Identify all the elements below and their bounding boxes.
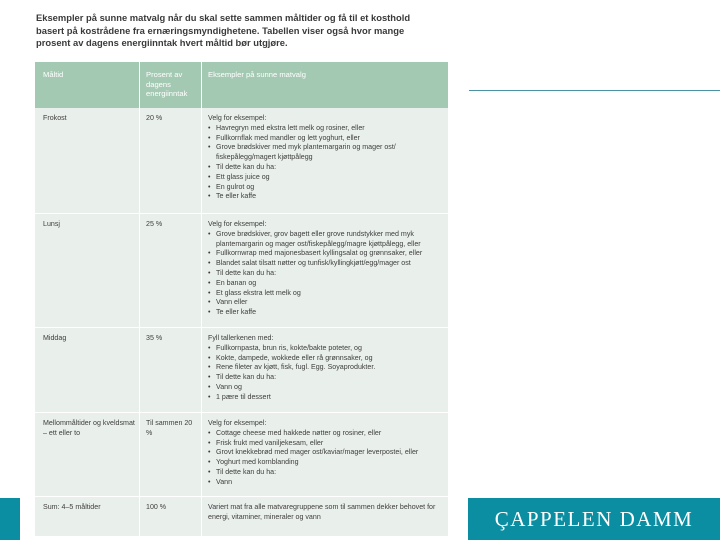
examples-list: [208, 124, 444, 202]
meal-cell: Lunsj: [43, 220, 60, 228]
list-item: • Vann og: [208, 383, 444, 393]
list-item: • Frisk frukt med vaniljekesam, eller: [208, 439, 444, 449]
brand-logo: ÇAPPELEN DAMM: [494, 506, 694, 531]
list-item: • 1 pære til dessert: [208, 393, 444, 403]
list-item: • En banan og: [208, 279, 444, 289]
list-item: • Grove brødskiver med myk plantemargarin og mager ost/ fiskepålegg/magert kjøttpålegg: [208, 143, 444, 163]
header-meal: Måltid: [43, 70, 64, 79]
meal-cell: Middag: [43, 334, 67, 342]
examples-list: [208, 429, 444, 488]
list-item: • Grovt knekkebrød med mager ost/kaviar/mager leverpostei, eller: [208, 448, 444, 458]
examples-intro: Velg for eksempel:: [208, 114, 267, 122]
header-percent: Prosent av dagens energiinntak: [146, 70, 188, 98]
list-item: • Et glass ekstra lett melk og: [208, 289, 444, 299]
examples-cell: Variert mat fra alle matvaregruppene som til sammen dekker behovet for energi, vitaminer, mineraler og vann: [208, 503, 436, 521]
header-examples: Eksempler på sunne matvalg: [208, 70, 306, 79]
percent-cell: 100 %: [146, 503, 167, 511]
meal-cell: Frokost: [43, 114, 67, 122]
table-row: [35, 328, 448, 412]
list-item: • Yoghurt med kornblanding: [208, 458, 444, 468]
list-item: • Kokte, dampede, wokkede eller rå grønnsaker, og: [208, 354, 444, 364]
footer-accent-bar: [0, 498, 20, 540]
list-item: • Til dette kan du ha:: [208, 373, 444, 383]
brand-footer: [468, 498, 720, 540]
examples-list: [208, 344, 444, 403]
table-row: [35, 413, 448, 496]
list-item: • Fullkornwrap med majonesbasert kyllingsalat og grønnsaker, eller: [208, 249, 444, 259]
examples-cell: [208, 114, 444, 202]
examples-intro: Fyll tallerkenen med:: [208, 334, 274, 342]
list-item: • Fullkornpasta, brun ris, kokte/bakte poteter, og: [208, 344, 444, 354]
table-row: [35, 214, 448, 327]
examples-cell: [208, 334, 444, 403]
list-item: • Til dette kan du ha:: [208, 468, 444, 478]
list-item: • Vann: [208, 478, 444, 488]
percent-cell: 25 %: [146, 220, 163, 228]
list-item: • Havregryn med ekstra lett melk og rosiner, eller: [208, 124, 444, 134]
meal-cell: Mellommåltider og kveldsmat – ett eller to: [43, 419, 135, 437]
examples-list: [208, 230, 444, 318]
list-item: • Grove brødskiver, grov bagett eller grove rundstykker med myk plantemargarin og mager ost/fiskepålegg/magre kjøttpålegg, eller: [208, 230, 444, 250]
table-row: [35, 497, 448, 536]
list-item: • Ett glass juice og: [208, 173, 444, 183]
examples-cell: [208, 419, 444, 488]
examples-cell: [208, 220, 444, 318]
meal-table: [35, 62, 448, 536]
examples-intro: Velg for eksempel:: [208, 220, 267, 228]
list-item: • Til dette kan du ha:: [208, 163, 444, 173]
percent-cell: 35 %: [146, 334, 163, 342]
list-item: • Til dette kan du ha:: [208, 269, 444, 279]
list-item: • En gulrot og: [208, 183, 444, 193]
percent-cell: Til sammen 20 %: [146, 419, 193, 437]
meal-cell: Sum: 4–5 måltider: [43, 503, 101, 511]
list-item: • Vann eller: [208, 298, 444, 308]
list-item: • Fullkornflak med mandler og lett yoghurt, eller: [208, 134, 444, 144]
column-divider: [201, 62, 202, 536]
list-item: • Te eller kaffe: [208, 192, 444, 202]
examples-intro: Velg for eksempel:: [208, 419, 267, 427]
column-divider: [139, 62, 140, 536]
list-item: • Te eller kaffe: [208, 308, 444, 318]
table-header: [35, 62, 448, 108]
list-item: • Blandet salat tilsatt nøtter og tunfisk/kyllingkjøtt/egg/mager ost: [208, 259, 444, 269]
header-rule: [469, 90, 720, 91]
intro-text: Eksempler på sunne matvalg når du skal sette sammen måltider og få til et kosthold basert på kostrådene fra ernæringsmyndighetene. Tabellen viser også hvor mange prosent av dagens energiinntak hvert måltid bør utgjøre.: [36, 12, 411, 49]
list-item: • Rene fileter av kjøtt, fisk, fugl. Egg. Soyaprodukter.: [208, 363, 444, 373]
percent-cell: 20 %: [146, 114, 163, 122]
table-row: [35, 108, 448, 213]
list-item: • Cottage cheese med hakkede nøtter og rosiner, eller: [208, 429, 444, 439]
